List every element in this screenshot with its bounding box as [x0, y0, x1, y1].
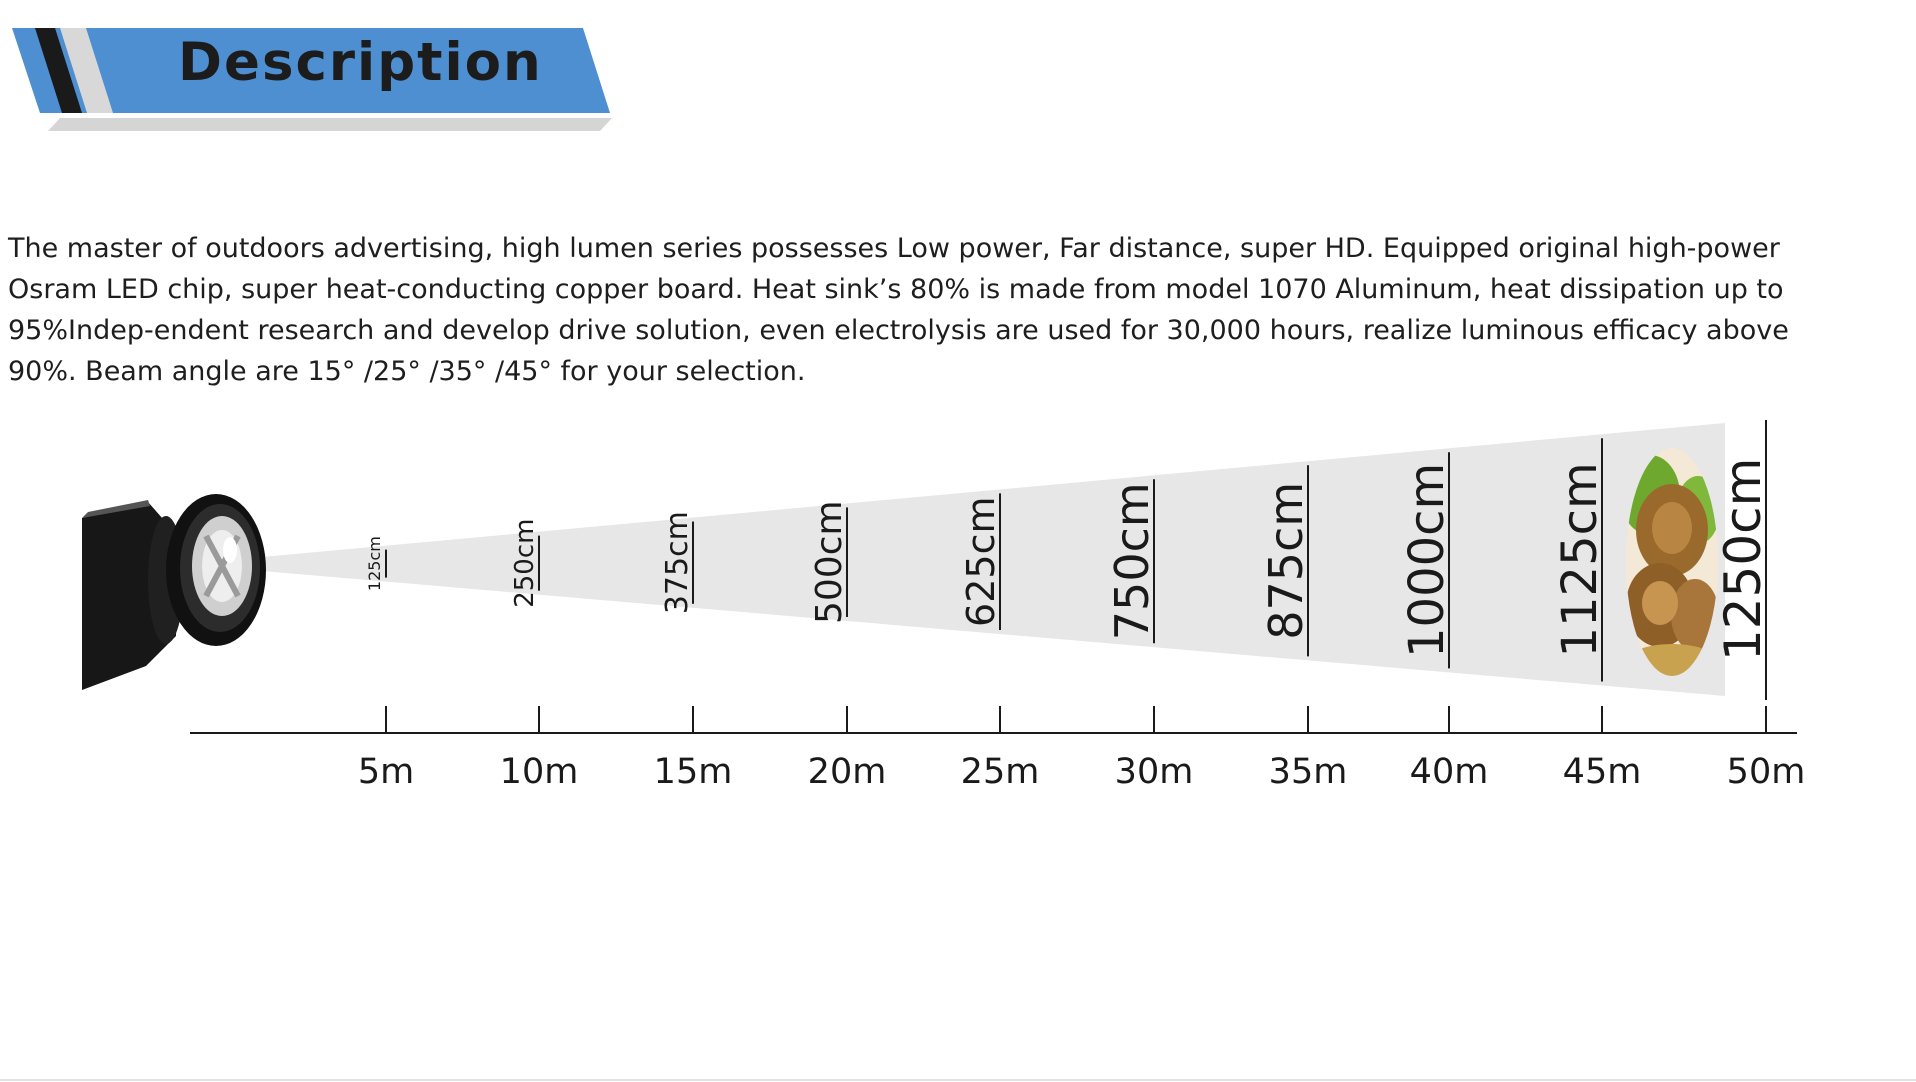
beam-diameter-label: 875cm: [1259, 481, 1313, 640]
beam-diameter-label: 375cm: [660, 511, 695, 615]
beam-diameter-label: 750cm: [1105, 482, 1159, 641]
distance-label: 5m: [357, 752, 415, 792]
distance-label: 50m: [1726, 752, 1806, 792]
beam-diameter-label: 1250cm: [1714, 457, 1772, 662]
beam-diameter-label: 625cm: [959, 496, 1003, 627]
beam-diameter-label: 1000cm: [1399, 462, 1455, 659]
distance-label: 40m: [1409, 752, 1489, 792]
beam-diameter-label: 250cm: [510, 518, 540, 608]
description-paragraph: The master of outdoors advertising, high lumen series possesses Low power, Far distance, super HD. Equipped original high-power Osram LED chip, super heat-conducting copper board. Heat sink’s 80% is made from model 1070 Aluminum, heat dissipation up to 95%Indep-endent research and develop drive solution, even electrolysis are used for 30,000 hours, realize luminous efficacy above 90%. Beam angle are 15° /25° /35° /45° for your selection.: [8, 233, 1789, 387]
page-bottom-divider: [0, 1079, 1916, 1081]
spotlight-lamp-icon: [82, 494, 266, 690]
distance-label: 35m: [1268, 752, 1348, 792]
beam-diameter-label: 125cm: [365, 536, 384, 592]
distance-label: 25m: [960, 752, 1040, 792]
distance-label: 10m: [499, 752, 579, 792]
beam-distance-diagram: [0, 400, 1916, 820]
distance-label: 30m: [1114, 752, 1194, 792]
distance-label: 45m: [1562, 752, 1642, 792]
page-title: Description: [178, 32, 543, 93]
distance-label: 15m: [653, 752, 733, 792]
beam-diameter-label: 500cm: [809, 500, 850, 624]
beam-diameter-label: 1125cm: [1552, 462, 1608, 658]
section-header: [0, 0, 640, 140]
distance-label: 20m: [807, 752, 887, 792]
header-shadow-bar: [48, 118, 612, 131]
